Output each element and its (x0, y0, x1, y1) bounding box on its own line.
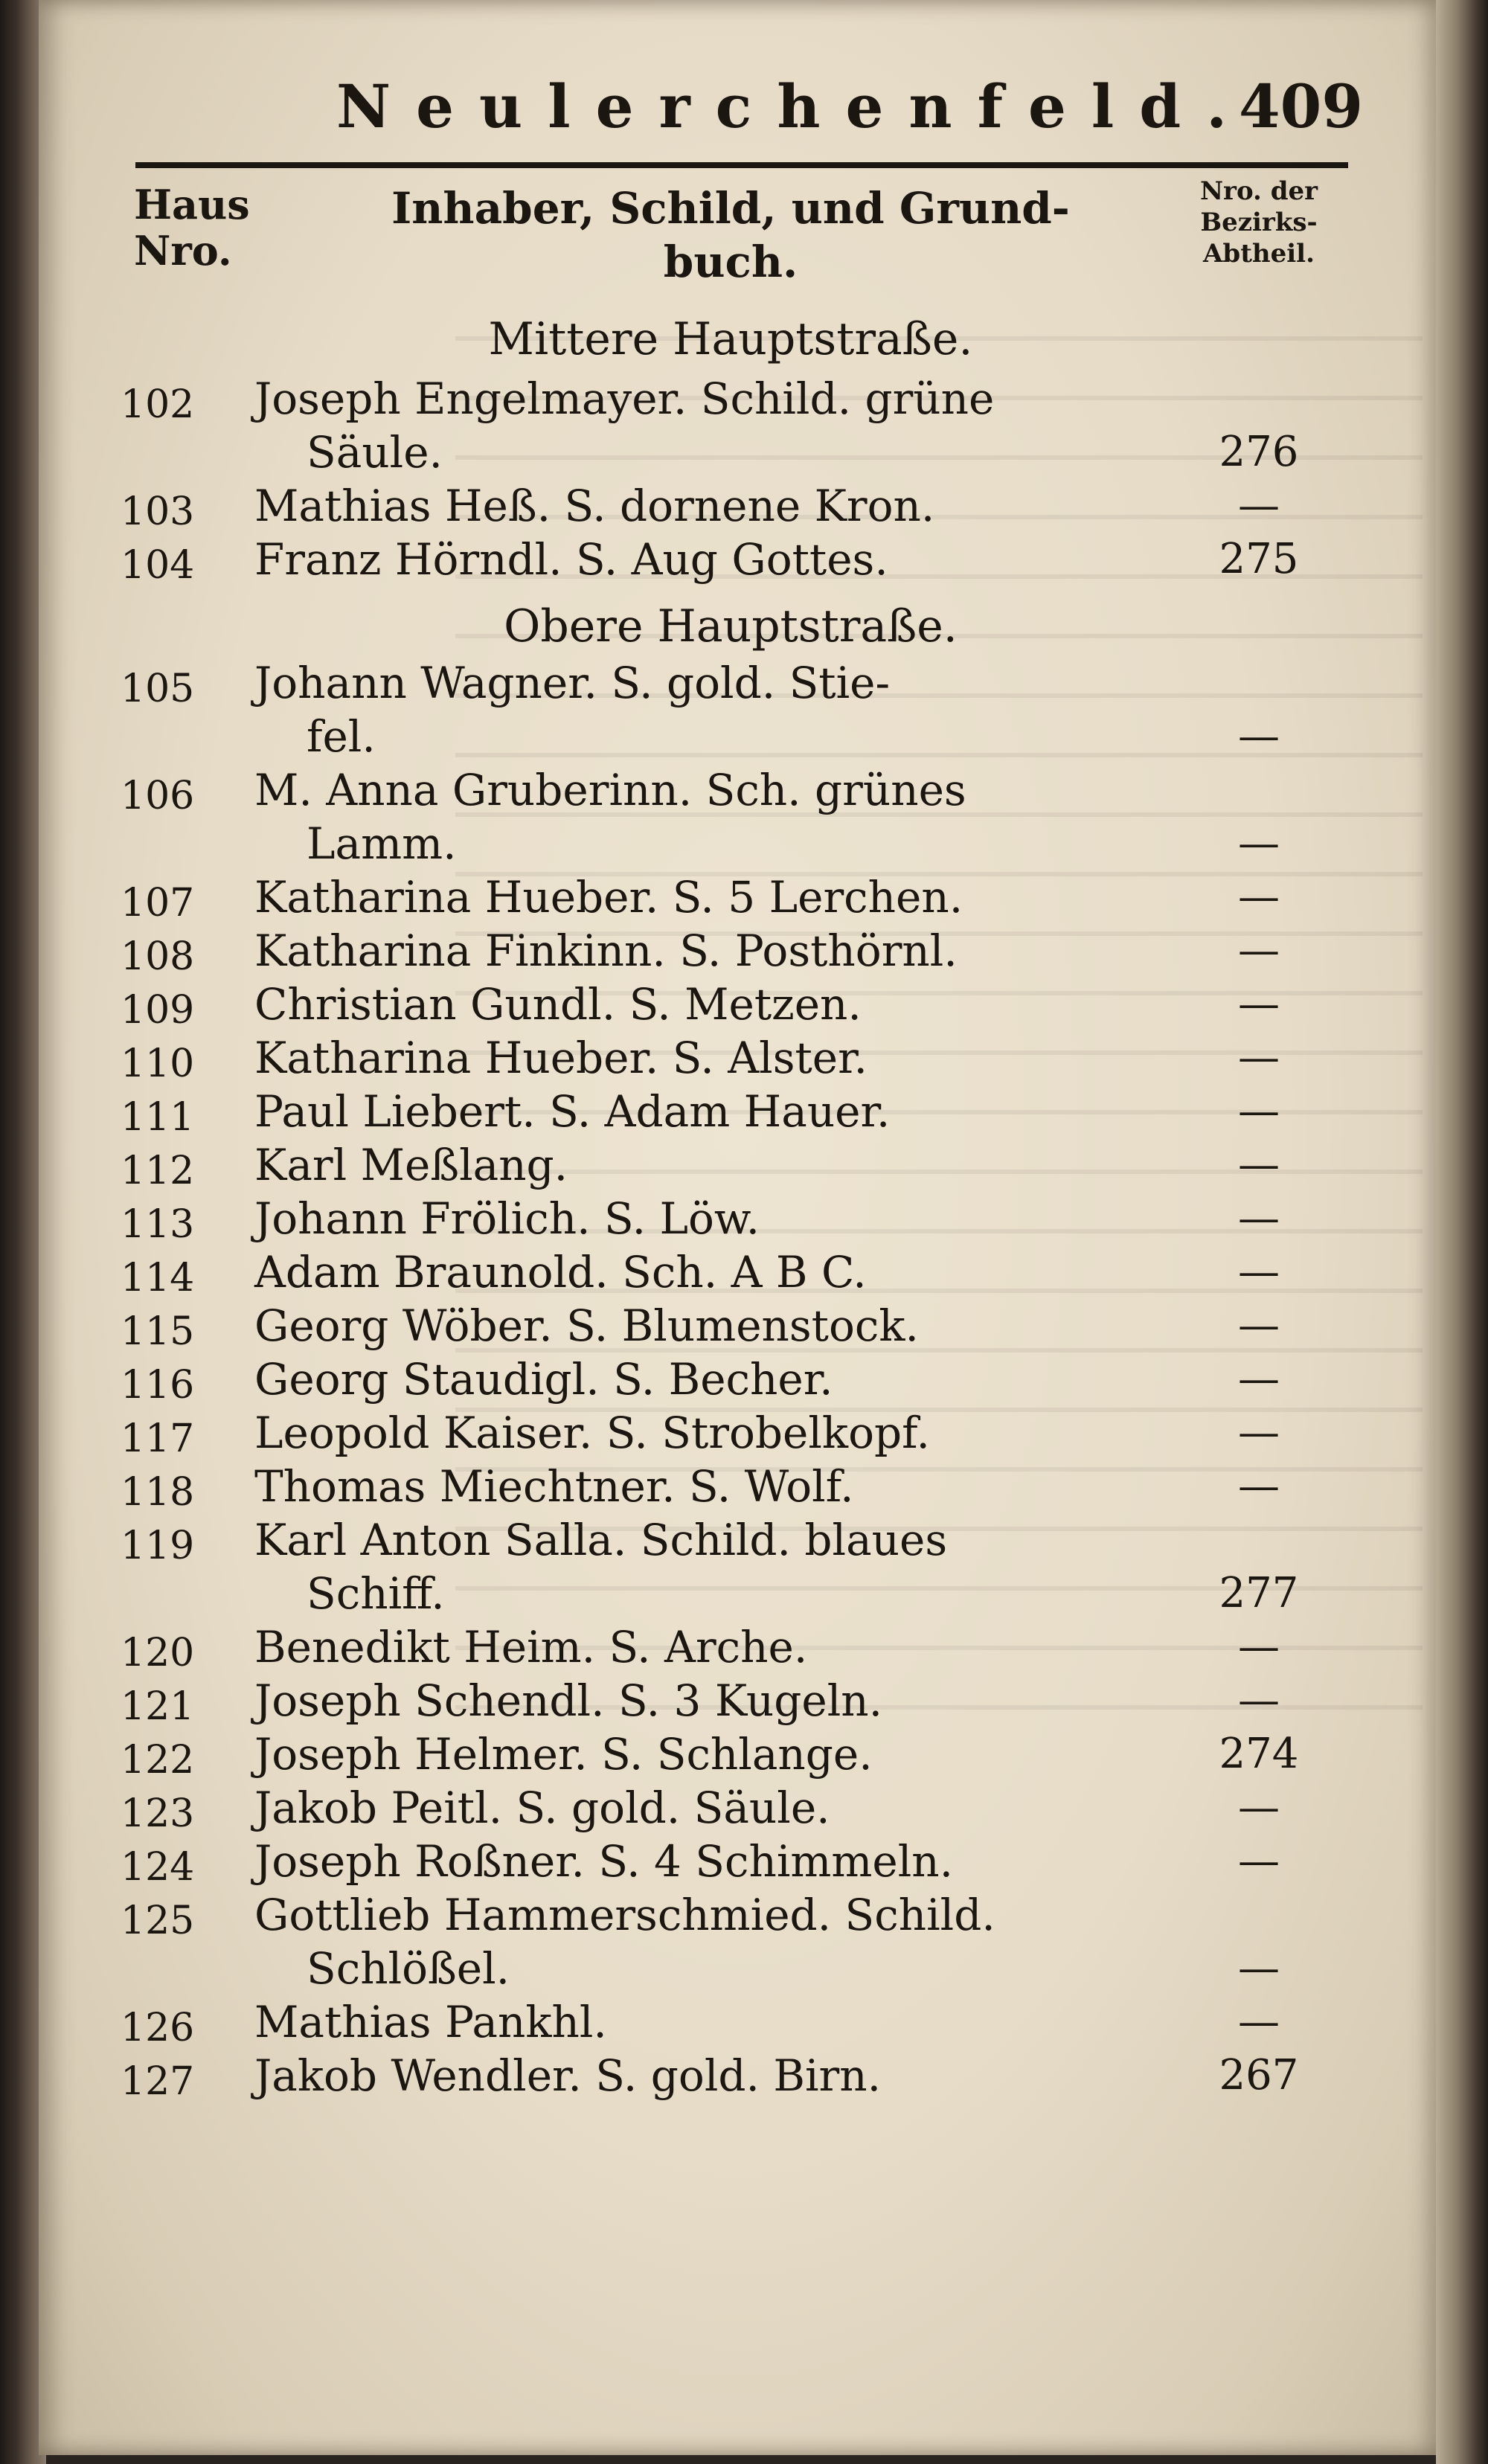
district-number: 277 (1219, 1569, 1299, 1617)
table-row (39, 1995, 1436, 2049)
table-row (39, 1192, 1436, 1245)
owner-sign-text: Karl Meßlang. (254, 1140, 568, 1190)
owner-sign-continuation: fel. (307, 711, 376, 762)
table-row (39, 1674, 1436, 1727)
district-number: — (1238, 926, 1280, 975)
house-number: 109 (121, 988, 195, 1033)
district-number: — (1238, 1140, 1280, 1189)
district-number: — (1238, 481, 1280, 530)
house-number: 126 (121, 2006, 195, 2050)
house-number: 117 (121, 1417, 195, 1461)
table-row (39, 1620, 1436, 1674)
owner-sign-text: Joseph Helmer. S. Schlange. (254, 1729, 873, 1780)
table-row (39, 533, 1436, 586)
district-number: — (1238, 1837, 1280, 1885)
owner-sign-text: Gottlieb Hammerschmied. Schild. (254, 1890, 995, 1940)
owner-sign-text: Thomas Miechtner. S. Wolf. (254, 1461, 854, 1512)
table-row (39, 1353, 1436, 1406)
column-inhaber-line1: Inhaber, Schild, und Grund- (391, 183, 1070, 234)
house-number: 122 (121, 1738, 195, 1783)
column-inhaber-line2: buch. (663, 237, 798, 287)
house-number: 114 (121, 1256, 195, 1300)
table-row (39, 1888, 1436, 1995)
district-number: — (1238, 1087, 1280, 1135)
owner-sign-text: Adam Braunold. Sch. A B C. (254, 1247, 867, 1297)
house-number: 106 (121, 774, 195, 818)
table-row (39, 372, 1436, 479)
house-number: 123 (121, 1791, 195, 1836)
house-number: 124 (121, 1845, 195, 1890)
house-number: 115 (121, 1309, 195, 1354)
column-bezirk-line3: Abtheil. (1203, 239, 1315, 269)
column-bezirk-line1: Nro. der (1199, 176, 1318, 206)
column-header-haus (134, 182, 253, 274)
district-number: — (1238, 1301, 1280, 1350)
owner-sign-text: Karl Anton Salla. Schild. blaues (254, 1515, 948, 1565)
owner-sign-continuation: Schlößel. (307, 1943, 510, 1994)
house-number: 113 (121, 1202, 195, 1247)
house-number: 119 (121, 1524, 195, 1568)
owner-sign-text: Georg Wöber. S. Blumenstock. (254, 1300, 919, 1351)
district-number: — (1238, 1408, 1280, 1457)
table-row (39, 656, 1436, 763)
house-number: 108 (121, 934, 195, 979)
district-number: — (1238, 1355, 1280, 1403)
district-number: — (1238, 1676, 1280, 1725)
house-number: 111 (121, 1095, 195, 1140)
owner-sign-text: Joseph Engelmayer. Schild. grüne (254, 373, 995, 424)
owner-sign-text: Jakob Peitl. S. gold. Säule. (254, 1783, 830, 1833)
owner-sign-text: Paul Liebert. S. Adam Hauer. (254, 1086, 891, 1137)
district-number: — (1238, 1033, 1280, 1082)
district-number: — (1238, 980, 1280, 1028)
house-number: 127 (121, 2059, 195, 2104)
owner-sign-text: Katharina Hueber. S. Alster. (254, 1033, 868, 1083)
district-number: — (1238, 819, 1280, 867)
table-row (39, 1835, 1436, 1888)
column-header-inhaber (366, 182, 1095, 289)
column-bezirk-line2: Bezirks- (1200, 208, 1318, 237)
district-number: — (1238, 1194, 1280, 1242)
running-title: Neulerchenfeld. (336, 71, 1253, 141)
owner-sign-text: Joseph Schendl. S. 3 Kugeln. (254, 1675, 883, 1726)
page (39, 0, 1436, 2455)
district-number: — (1238, 1462, 1280, 1510)
owner-sign-text: Franz Hörndl. S. Aug Gottes. (254, 534, 888, 585)
owner-sign-continuation: Schiff. (307, 1568, 445, 1619)
district-number: — (1238, 1783, 1280, 1832)
owner-sign-text: Leopold Kaiser. S. Strobelkopf. (254, 1408, 930, 1458)
table-row (39, 1138, 1436, 1192)
owner-sign-text: Benedikt Heim. S. Arche. (254, 1622, 808, 1672)
house-number: 121 (121, 1684, 195, 1729)
right-page-edge (1436, 0, 1488, 2464)
table-row (39, 924, 1436, 978)
house-number: 120 (121, 1631, 195, 1675)
owner-sign-text: Katharina Finkinn. S. Posthörnl. (254, 925, 958, 976)
owner-sign-text: M. Anna Gruberinn. Sch. grünes (254, 765, 966, 815)
district-number: — (1238, 873, 1280, 921)
table-row (39, 1299, 1436, 1353)
house-number: 107 (121, 881, 195, 925)
owner-sign-text: Jakob Wendler. S. gold. Birn. (254, 2050, 882, 2101)
table-row (39, 1406, 1436, 1460)
owner-sign-text: Joseph Roßner. S. 4 Schimmeln. (254, 1836, 954, 1887)
column-nro-label: Nro. (134, 227, 232, 275)
page-number: 409 (1239, 71, 1363, 141)
table-row (39, 870, 1436, 924)
house-number: 110 (121, 1042, 195, 1086)
district-number: 267 (1219, 2051, 1299, 2099)
table-row (39, 763, 1436, 870)
table-row (39, 1513, 1436, 1620)
column-header-bezirk (1155, 176, 1363, 269)
owner-sign-text: Johann Frölich. S. Löw. (254, 1193, 760, 1244)
table-row (39, 479, 1436, 533)
owner-sign-continuation: Säule. (307, 427, 443, 478)
district-number: — (1238, 1623, 1280, 1671)
owner-sign-text: Johann Wagner. S. gold. Stie- (254, 658, 891, 708)
owner-sign-text: Katharina Hueber. S. 5 Lerchen. (254, 872, 963, 923)
table-row (39, 1031, 1436, 1085)
section-title-mittere: Mittere Hauptstraße. (488, 313, 973, 365)
table-row (39, 1781, 1436, 1835)
district-number: — (1238, 712, 1280, 760)
house-number: 118 (121, 1470, 195, 1515)
district-number: 276 (1219, 428, 1299, 476)
column-haus-label: Haus (134, 181, 250, 228)
table-row (39, 1245, 1436, 1299)
table-row (39, 1085, 1436, 1138)
district-number: — (1238, 1944, 1280, 1992)
house-number: 102 (121, 382, 195, 427)
section-title-obere: Obere Hauptstraße. (504, 600, 958, 652)
table-row (39, 978, 1436, 1031)
house-number: 112 (121, 1149, 195, 1193)
house-number: 105 (121, 667, 195, 711)
header-rule (135, 162, 1348, 168)
owner-sign-text: Christian Gundl. S. Metzen. (254, 979, 862, 1030)
owner-sign-continuation: Lamm. (307, 818, 457, 869)
owner-sign-text: Georg Staudigl. S. Becher. (254, 1354, 833, 1405)
house-number: 103 (121, 490, 195, 534)
district-number: — (1238, 1998, 1280, 2046)
owner-sign-text: Mathias Pankhl. (254, 1997, 607, 2047)
house-number: 116 (121, 1363, 195, 1408)
owner-sign-text: Mathias Heß. S. dornene Kron. (254, 481, 935, 531)
house-number: 104 (121, 543, 195, 588)
district-number: — (1238, 1248, 1280, 1296)
district-number: 275 (1219, 535, 1299, 583)
table-row (39, 1727, 1436, 1781)
table-row (39, 2049, 1436, 2102)
house-number: 125 (121, 1899, 195, 1943)
district-number: 274 (1219, 1730, 1299, 1778)
table-row (39, 1460, 1436, 1513)
